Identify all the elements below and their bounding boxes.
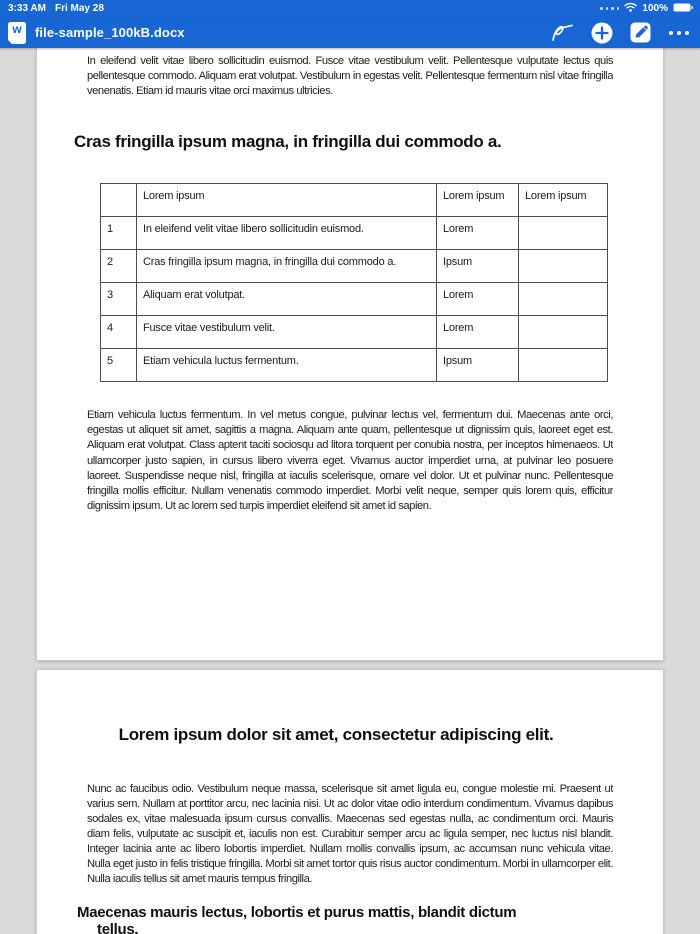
table-cell: 1 xyxy=(101,217,137,250)
paragraph: In eleifend velit vitae libero sollicitudin euismod. Fusce vitae vestibulum velit. Pellentesque vulputate lectus quis pellentesque commodo. Aliquam erat volutpat. Vestibulum in egestas velit. Pellentesque fermentum nisl vitae fringilla venenatis. Etiam id mauris vitae orci maximus ultricies. xyxy=(87,55,613,98)
status-date: Fri May 28 xyxy=(54,3,104,14)
battery-icon xyxy=(673,3,693,15)
table-cell: 5 xyxy=(101,349,137,382)
table-cell: 2 xyxy=(101,250,137,283)
document-page-2 xyxy=(36,669,664,934)
section-heading: Lorem ipsum dolor sit amet, consectetur adipiscing elit. xyxy=(118,725,554,744)
table-cell xyxy=(519,217,608,250)
table-cell xyxy=(519,250,608,283)
table-cell: In eleifend velit vitae libero sollicitudin euismod. xyxy=(137,217,437,250)
share-compose-icon[interactable] xyxy=(630,22,651,43)
wifi-icon xyxy=(624,2,637,15)
table-cell: Lorem xyxy=(437,283,519,316)
table-cell: Lorem ipsum xyxy=(437,184,519,217)
add-icon[interactable] xyxy=(591,22,613,44)
heading-line: Maecenas mauris lectus, lobortis et purus mattis, blandit dictum xyxy=(77,904,517,921)
more-icon[interactable] xyxy=(668,30,690,36)
table-cell: Ipsum xyxy=(437,349,519,382)
status-time: 3:33 AM xyxy=(8,3,46,14)
section-heading xyxy=(77,904,603,934)
section-heading: Cras fringilla ipsum magna, in fringilla dui commodo a. xyxy=(74,132,502,151)
table-cell: Lorem ipsum xyxy=(519,184,608,217)
table-cell xyxy=(519,349,608,382)
table-cell: Lorem ipsum xyxy=(137,184,437,217)
table-cell: Etiam vehicula luctus fermentum. xyxy=(137,349,437,382)
table-cell: Aliquam erat volutpat. xyxy=(137,283,437,316)
word-file-icon: w xyxy=(8,22,26,44)
status-bar xyxy=(0,0,700,17)
table-row xyxy=(101,283,608,316)
document-title: file-sample_100kB.docx xyxy=(35,25,185,40)
table-row xyxy=(101,250,608,283)
toolbar xyxy=(0,17,700,48)
document-canvas[interactable] xyxy=(0,48,700,934)
table-cell: 4 xyxy=(101,316,137,349)
document-page-1 xyxy=(36,48,664,661)
table-cell xyxy=(101,184,137,217)
table-cell: Ipsum xyxy=(437,250,519,283)
heading-line: tellus. xyxy=(97,921,139,934)
table-row xyxy=(101,217,608,250)
cellular-signal-icon xyxy=(600,7,619,10)
table-cell xyxy=(519,283,608,316)
table-cell: Fusce vitae vestibulum velit. xyxy=(137,316,437,349)
table-row xyxy=(101,349,608,382)
paragraph: Etiam vehicula luctus fermentum. In vel metus congue, pulvinar lectus vel, fermentum dui. Maecenas ante orci, egestas ut aliquet sit amet, sagittis a magna. Aliquam ante quam, pellentesque ut dignissim quis, laoreet eget est. Aliquam erat volutpat. Class aptent taciti sociosqu ad litora torquent per conubia nostra, per inceptos himenaeos. Ut ullamcorper justo sapien, in cursus libero viverra eget. Vivamus auctor imperdiet urna, at pulvinar leo posuere laoreet. Suspendisse neque nisl, fringilla at iaculis scelerisque, ornare vel dolor. Ut et pulvinar nunc. Pellentesque fringilla mollis efficitur. Nullam venenatis commodo imperdiet. Morbi velit neque, semper quis lorem quis, efficitur dignissim ipsum. Ut ac lorem sed turpis imperdiet eleifend sit amet id sapien. xyxy=(87,409,613,513)
table-row xyxy=(101,316,608,349)
table-cell: Cras fringilla ipsum magna, in fringilla dui commodo a. xyxy=(137,250,437,283)
table-cell xyxy=(519,316,608,349)
document-table xyxy=(100,183,608,382)
table-cell: Lorem xyxy=(437,217,519,250)
table-cell: 3 xyxy=(101,283,137,316)
table-header-row xyxy=(101,184,608,217)
battery-percent: 100% xyxy=(642,3,668,14)
table-cell: Lorem xyxy=(437,316,519,349)
markup-pen-icon[interactable] xyxy=(551,23,574,43)
paragraph: Nunc ac faucibus odio. Vestibulum neque massa, scelerisque sit amet ligula eu, congue molestie mi. Praesent ut varius sem. Nullam at porttitor arcu, nec lacinia nisi. Ut ac dolor vitae odio interdum condimentum. Vivamus dapibus sodales ex, vitae malesuada ipsum cursus convallis. Maecenas sed egestas nulla, ac condimentum orci. Mauris diam felis, vulputate ac suscipit et, iaculis non est. Curabitur semper arcu ac ligula semper, nec luctus nisl blandit. Integer lacinia ante ac libero lobortis imperdiet. Nullam mollis convallis ipsum, ac accumsan nunc vehicula vitae. Nulla eget justo in felis tristique fringilla. Morbi sit amet tortor quis risus auctor condimentum. Morbi in ullamcorper elit. Nulla iaculis tellus sit amet mauris tempus fringilla. xyxy=(87,783,613,885)
